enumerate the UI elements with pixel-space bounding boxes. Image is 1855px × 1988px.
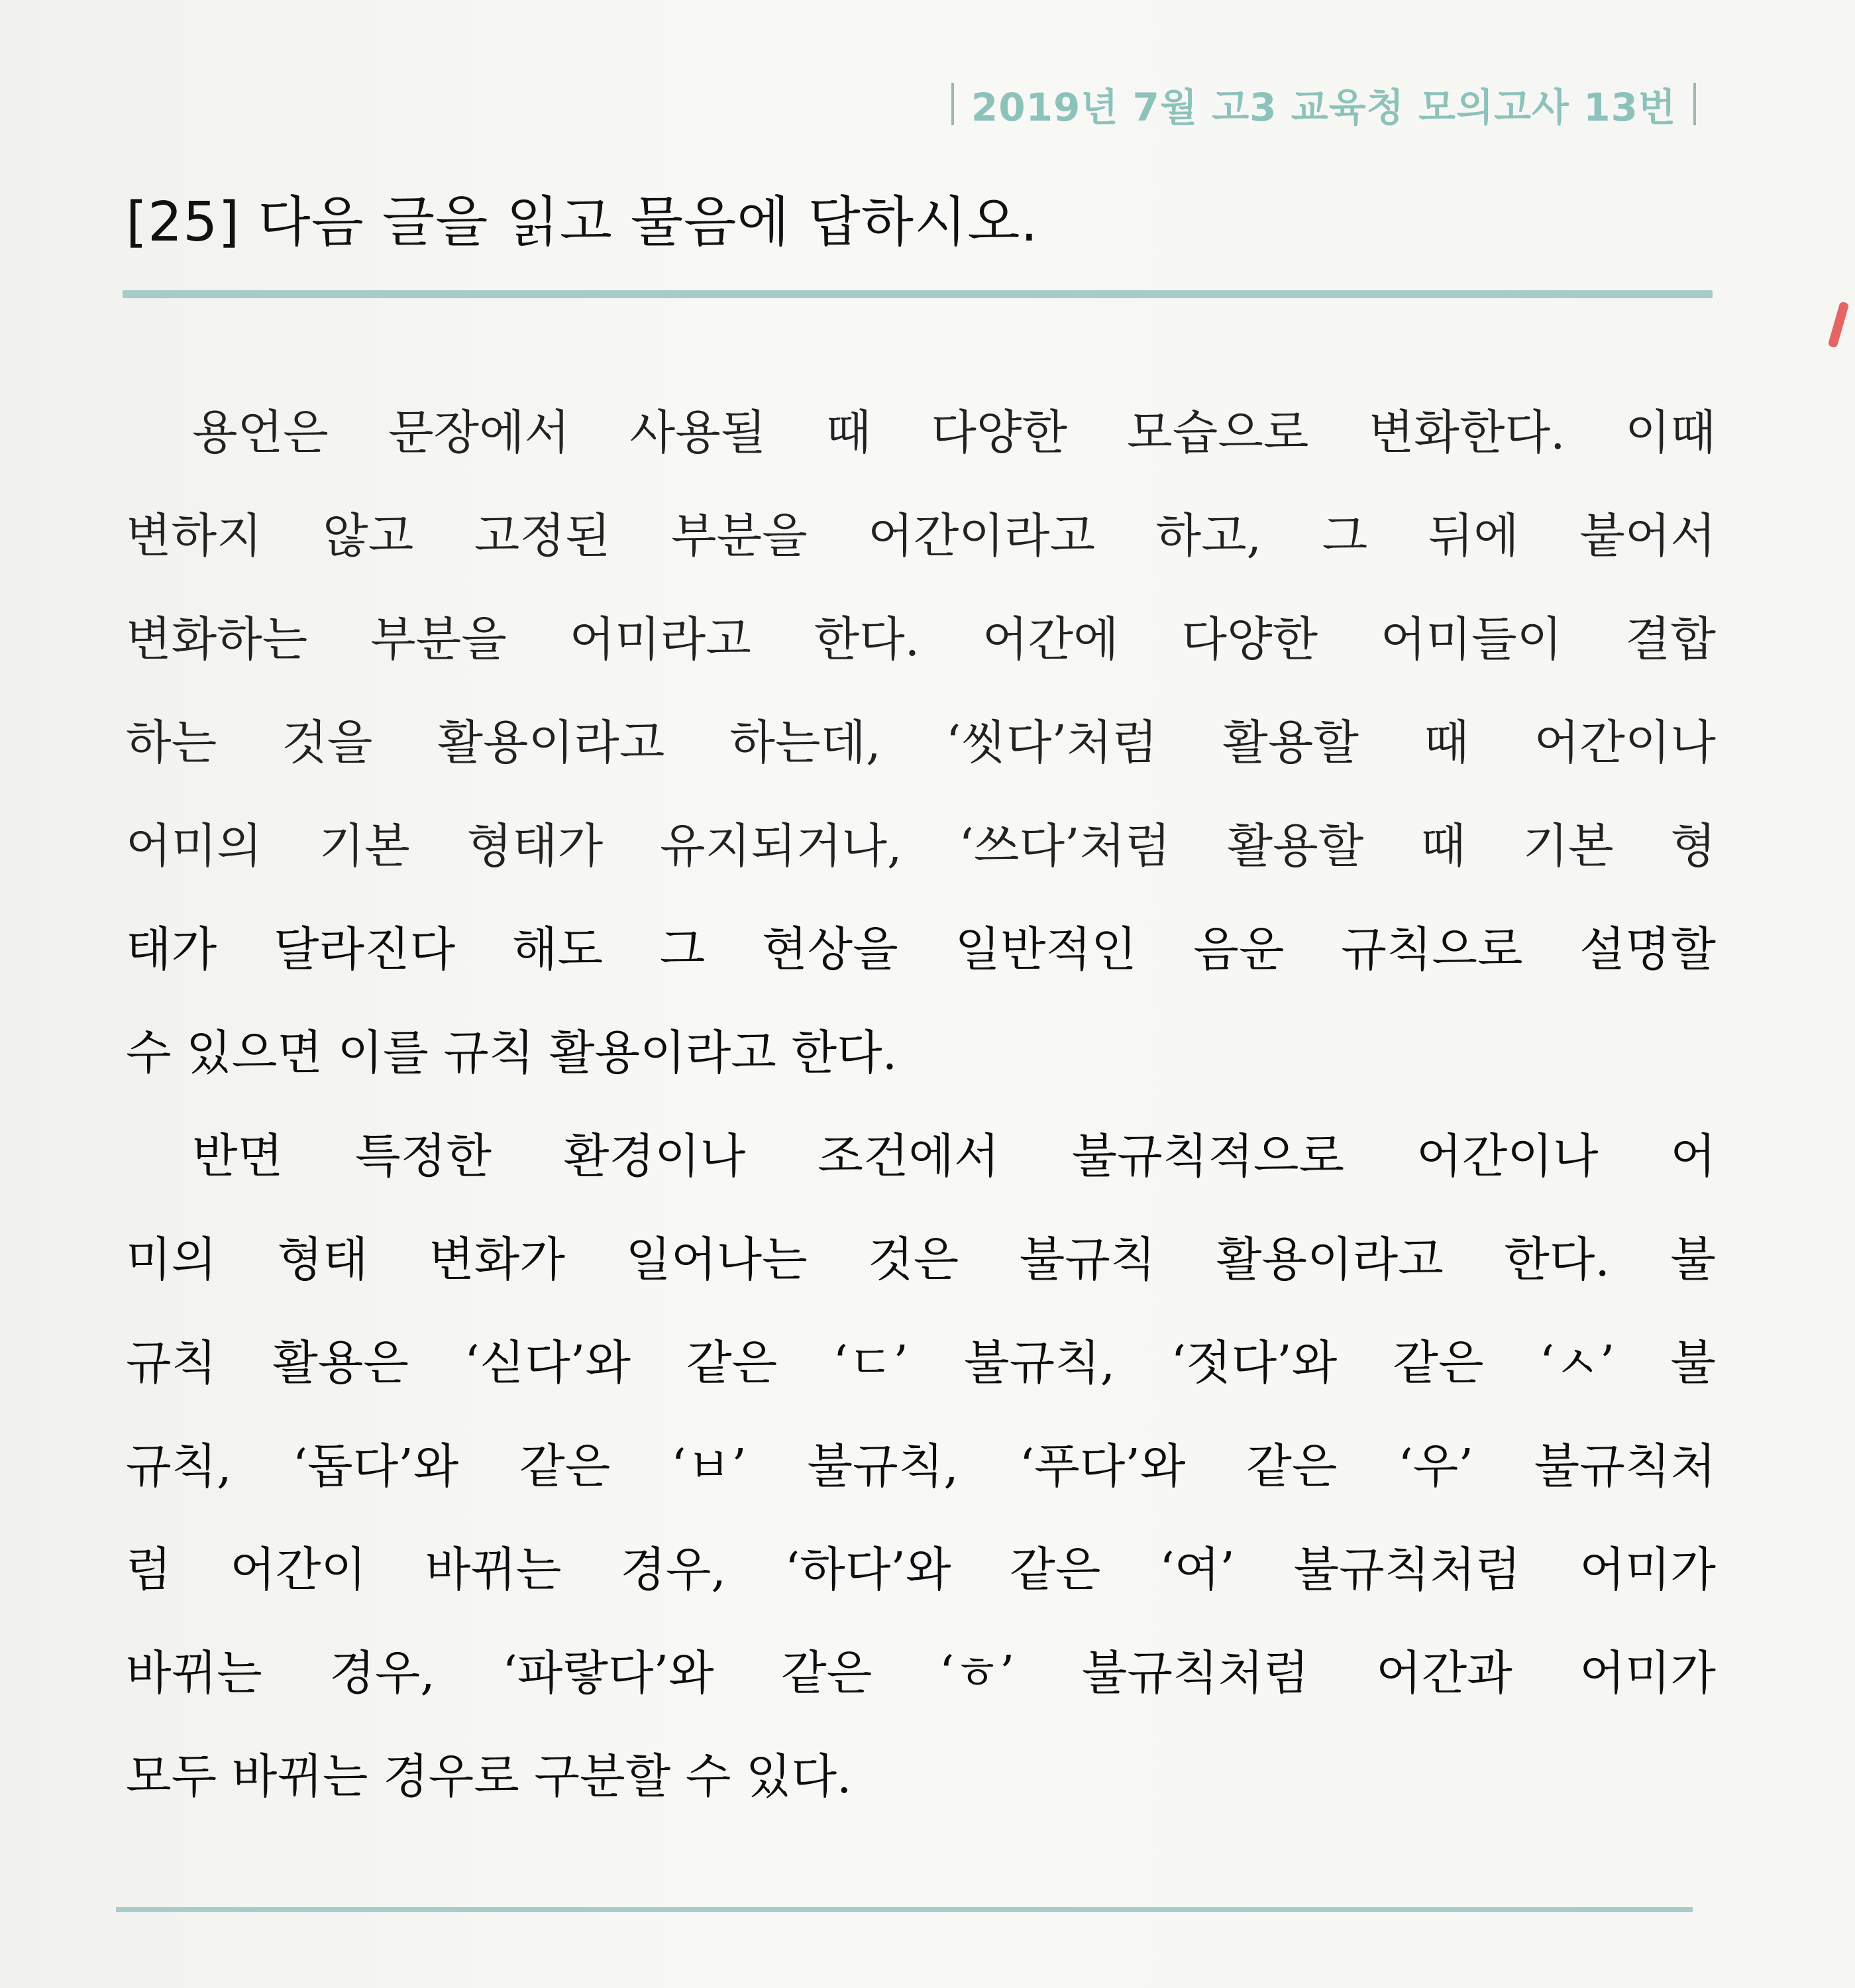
passage-line: 럼 어간이 바뀌는 경우, ‘하다’와 같은 ‘여’ 불규칙처럼 어미가 <box>126 1542 1716 1597</box>
question-title: [25] 다음 글을 읽고 물음에 답하시오. <box>126 191 1039 254</box>
passage-line: 변화하는 부분을 어미라고 한다. 어간에 다양한 어미들이 결합 <box>126 612 1716 667</box>
page-header <box>951 76 1696 132</box>
passage-line: 바뀌는 경우, ‘파랗다’와 같은 ‘ㅎ’ 불규칙처럼 어간과 어미가 <box>126 1645 1716 1700</box>
passage-line: 어미의 기본 형태가 유지되거나, ‘쓰다’처럼 활용할 때 기본 형 <box>126 818 1716 873</box>
passage-line: 용언은 문장에서 사용될 때 다양한 모습으로 변화한다. 이때 <box>192 405 1716 460</box>
passage-line: 변하지 않고 고정된 부분을 어간이라고 하고, 그 뒤에 붙어서 <box>126 508 1716 563</box>
header-divider-right <box>1693 83 1696 125</box>
title-underline-rule <box>123 290 1713 298</box>
passage-line: 미의 형태 변화가 일어나는 것은 불규칙 활용이라고 한다. 불 <box>126 1232 1716 1287</box>
red-pen-mark <box>1828 301 1850 348</box>
bottom-rule <box>116 1907 1693 1912</box>
exam-source-label: 2019년 7월 고3 교육청 모의고사 13번 <box>971 85 1676 130</box>
passage-line: 수 있으면 이를 규칙 활용이라고 한다. <box>126 1025 898 1080</box>
passage-line: 모두 바뀌는 경우로 구분할 수 있다. <box>126 1749 852 1804</box>
passage-line: 하는 것을 활용이라고 하는데, ‘씻다’처럼 활용할 때 어간이나 <box>126 715 1716 770</box>
passage-paragraph-1 <box>126 381 1716 1105</box>
passage-line: 태가 달라진다 해도 그 현상을 일반적인 음운 규칙으로 설명할 <box>126 922 1716 977</box>
passage-line: 규칙, ‘돕다’와 같은 ‘ㅂ’ 불규칙, ‘푸다’와 같은 ‘우’ 불규칙처 <box>126 1439 1716 1494</box>
reading-passage <box>126 381 1716 1828</box>
passage-line: 규칙 활용은 ‘싣다’와 같은 ‘ㄷ’ 불규칙, ‘젓다’와 같은 ‘ㅅ’ 불 <box>126 1335 1716 1390</box>
header-divider-left <box>951 83 954 125</box>
passage-line: 반면 특정한 환경이나 조건에서 불규칙적으로 어간이나 어 <box>192 1129 1716 1184</box>
passage-paragraph-2 <box>126 1105 1716 1828</box>
